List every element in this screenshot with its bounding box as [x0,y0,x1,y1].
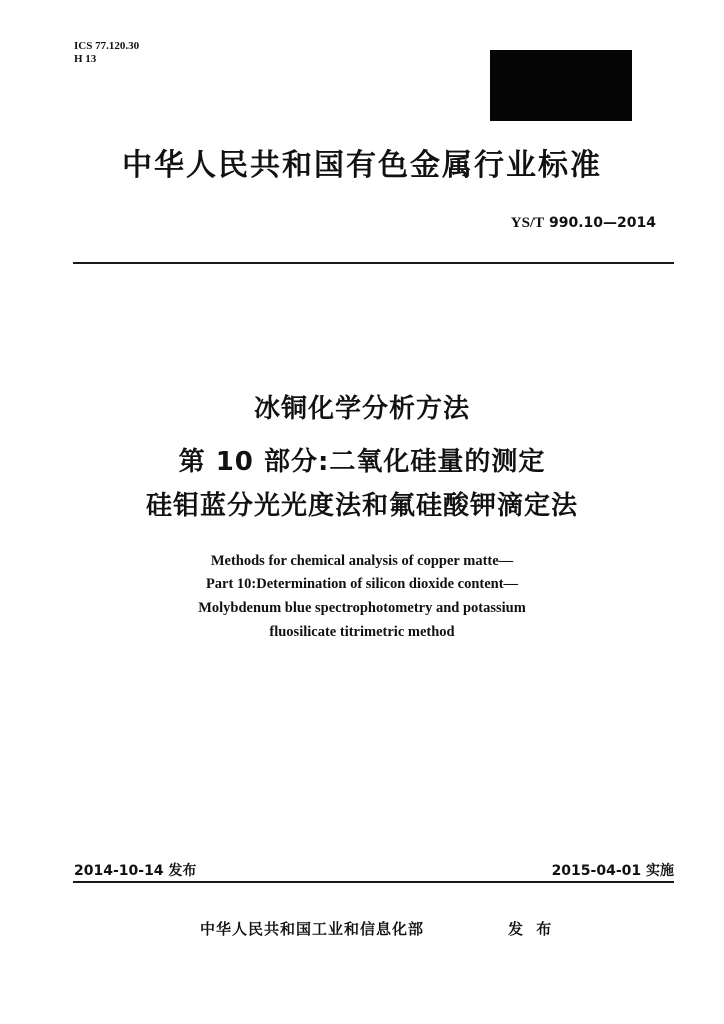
issue-date: 2014-10-14 发布 [74,863,197,879]
en-title-line-3: Molybdenum blue spectrophotometry and potassium [198,600,526,616]
standard-number [511,214,656,232]
issuing-authority: 中华人民共和国工业和信息化部 [200,920,425,938]
header-divider [73,262,674,264]
classification-codes [74,40,139,66]
issue-action: 发 布 [508,920,556,938]
standard-org-title: 中华人民共和国有色金属行业标准 [122,148,602,183]
cn-title-line-3: 硅钼蓝分光光度法和氟硅酸钾滴定法 [145,491,578,521]
standard-number-prefix: YS/T [510,215,545,231]
redaction-block [490,50,632,121]
cn-title-line-2: 第 10 部分:二氧化硅量的测定 [178,447,546,477]
implementation-date: 2015-04-01 实施 [551,863,674,879]
en-title-line-2: Part 10:Determination of silicon dioxide content— [205,576,519,592]
footer-divider [73,881,674,883]
en-title-line-4: fluosilicate titrimetric method [269,624,455,640]
ics-code: ICS 77.120.30 [74,40,140,52]
standard-number-value: 990.10—2014 [549,215,656,231]
ccs-code: H 13 [74,53,97,65]
en-title-line-1: Methods for chemical analysis of copper matte— [210,553,514,569]
cn-title-line-1: 冰铜化学分析方法 [253,394,470,424]
